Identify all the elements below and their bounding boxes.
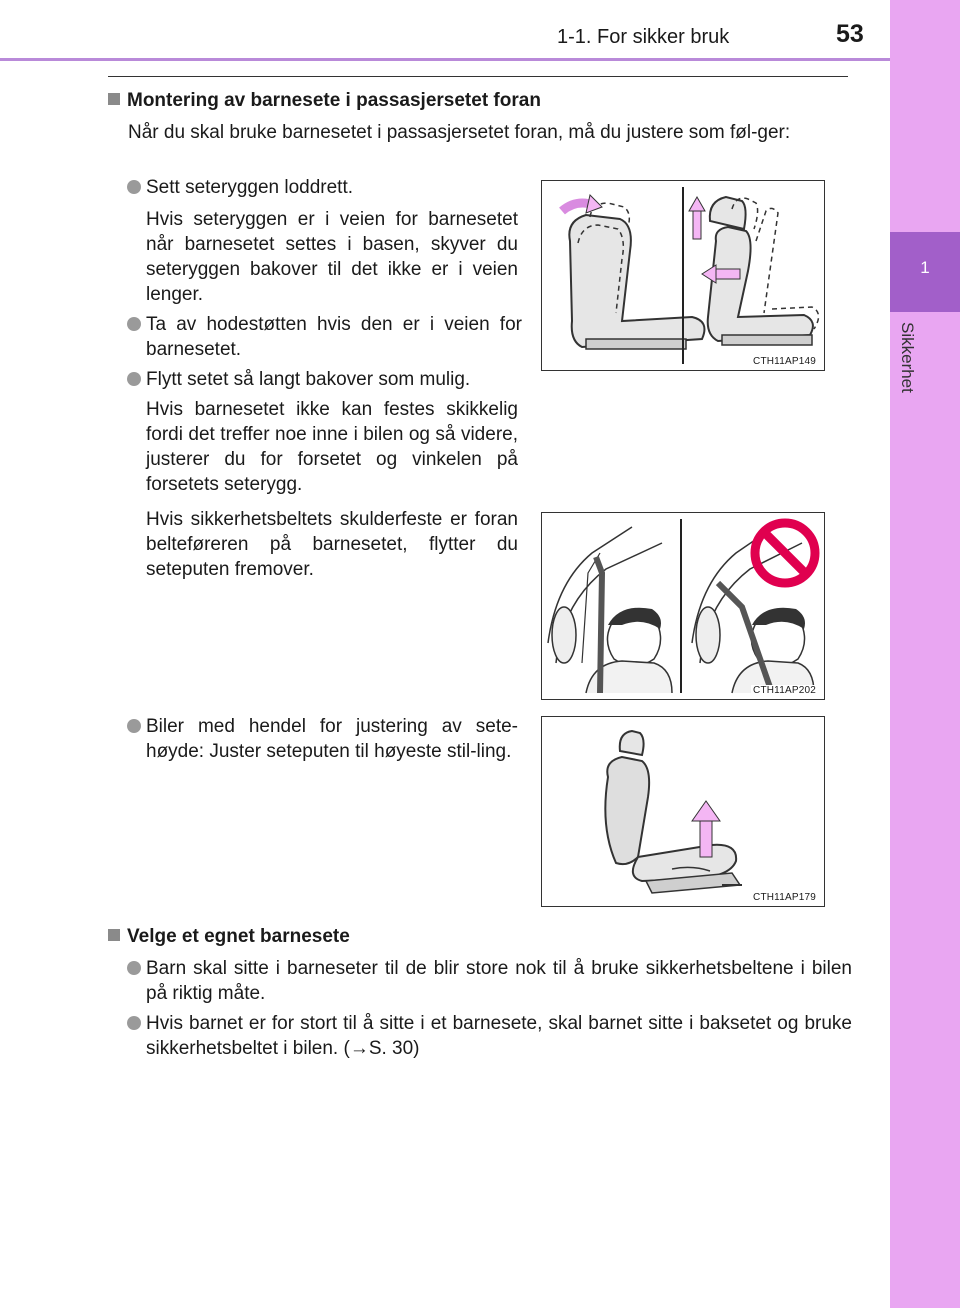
figure-child-seat-belt <box>541 512 825 700</box>
note-adjust-front-seat: Hvis barnesetet ikke kan festes skikkelig fordi det treffer noe inne i bilen og så videre, justerer du for forsetet og vinkelen på forsetets seterygg. <box>146 399 518 495</box>
figure-code: CTH11AP149 <box>753 356 816 367</box>
header-rule <box>0 58 890 61</box>
circle-bullet-icon <box>127 719 141 733</box>
circle-bullet-icon <box>127 1016 141 1030</box>
bullet-headrest: Ta av hodestøtten hvis den er i veien for barnesetet. <box>146 312 522 362</box>
intro-paragraph: Når du skal bruke barnesetet i passasjersetet foran, må du justere som føl-ger: <box>128 122 791 143</box>
figure-code: CTH11AP179 <box>753 892 816 903</box>
seat-adjust-illustration <box>542 181 824 370</box>
circle-bullet-icon <box>127 317 141 331</box>
circle-bullet-icon <box>127 372 141 386</box>
figure-seat-adjust <box>541 180 825 371</box>
page-number: 53 <box>836 20 864 48</box>
section-rule <box>108 76 848 77</box>
section-heading-mounting: Montering av barnesete i passasjersetet foran <box>108 90 541 112</box>
figure-code: CTH11AP202 <box>753 685 816 696</box>
note-seatback: Hvis seteryggen er i veien for barnesetet når barnesetet settes i basen, skyver du seteryggen bakover til det ikke er i veien lenger. <box>146 209 518 305</box>
square-bullet-icon <box>108 929 120 941</box>
side-tab-label: Sikkerhet <box>898 322 917 393</box>
chapter-title: 1-1. For sikker bruk <box>557 26 730 48</box>
circle-bullet-icon <box>127 180 141 194</box>
figure-seat-height <box>541 716 825 907</box>
side-tab-number: 1 <box>920 258 930 277</box>
bullet-seat-height: Biler med hendel for justering av sete-høyde: Juster seteputen til høyeste stil-ling. <box>146 714 518 764</box>
square-bullet-icon <box>108 93 120 105</box>
side-tab <box>890 0 960 1308</box>
bullet-child-seat-size: Barn skal sitte i barneseter til de blir store nok til å bruke sikkerhetsbeltene i bilen på riktig måte. <box>146 956 852 1006</box>
note-shoulder-belt: Hvis sikkerhetsbeltets skulderfeste er foran belteføreren på barnesetet, flytter du seteputen fremover. <box>146 509 518 580</box>
bullet-move-seat-back: Flytt setet så langt bakover som mulig. <box>146 367 522 392</box>
section-heading-choose-seat: Velge et egnet barnesete <box>108 926 350 948</box>
child-seat-belt-illustration <box>542 513 824 699</box>
bullet-child-too-big: Hvis barnet er for stort til å sitte i et barnesete, skal barnet sitte i baksetet og bruke sikkerhetsbeltet i bilen. (→S. 30) <box>146 1011 852 1061</box>
circle-bullet-icon <box>127 961 141 975</box>
bullet-seatback-upright: Sett seteryggen loddrett. <box>146 175 518 200</box>
seat-height-illustration <box>542 717 824 906</box>
